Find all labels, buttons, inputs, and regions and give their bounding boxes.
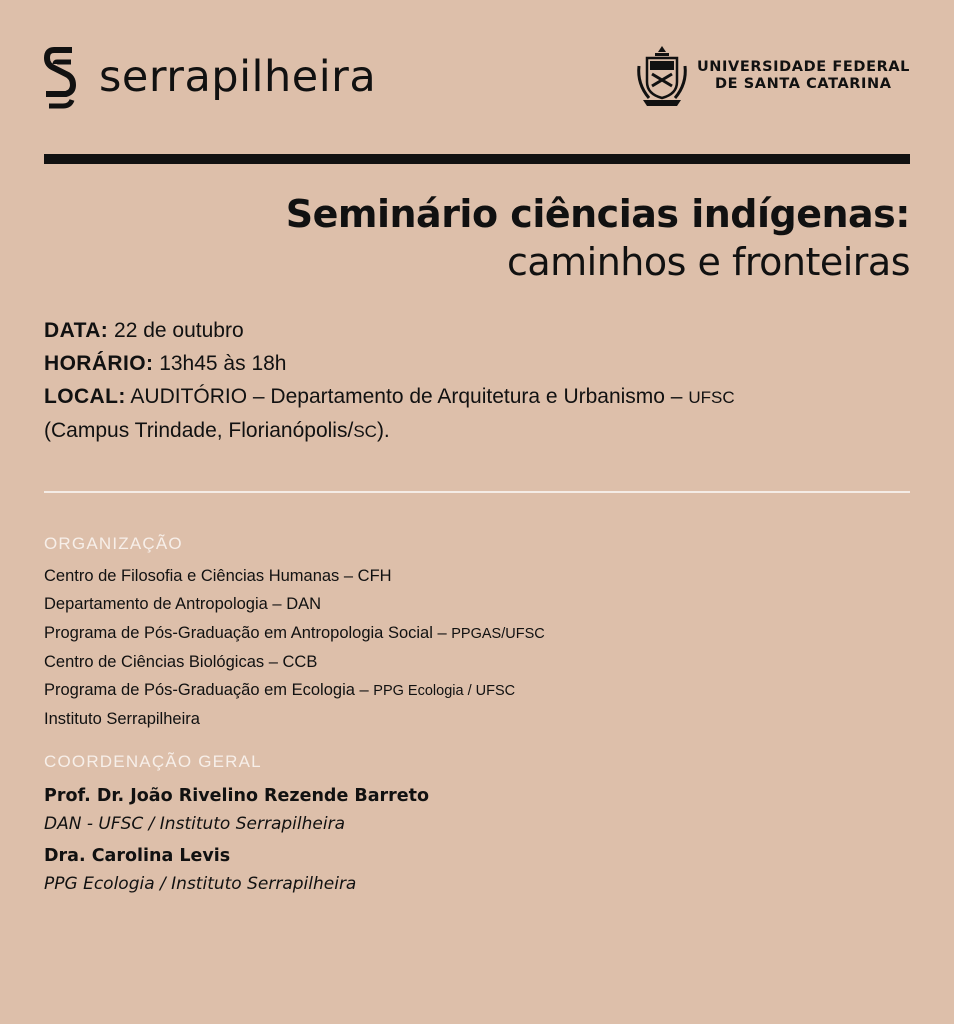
org-name: Programa de Pós-Graduação em Ecologia – [44,681,369,700]
coordinator-name: Dra. Carolina Levis [44,846,231,866]
org-name: Departamento de Antropologia – [44,595,282,614]
coordinator-affiliation: PPG Ecologia / Instituto Serrapilheira [44,874,357,894]
location-row-2 [44,414,735,448]
date-row [44,314,735,347]
org-abbr: CCB [282,652,318,671]
location-end: ). [376,419,390,442]
organization-list [44,562,545,734]
org-abbr: CFH [357,567,392,585]
coordinator-name: Prof. Dr. João Rivelino Rezende Barreto [44,786,430,806]
serrapilheira-logo [43,42,376,112]
org-abbr: DAN [286,595,322,614]
time-label: HORÁRIO: [44,352,154,375]
org-name: Centro de Ciências Biológicas – [44,652,278,671]
university-name [697,59,910,93]
location-ufsc: UFSC [688,388,735,407]
university-name-line2: DE SANTA CATARINA [714,76,892,92]
page-title [286,190,910,286]
coordinator-affiliation: DAN - UFSC / Instituto Serrapilheira [44,814,345,834]
list-item [44,676,545,705]
time-row [44,347,735,380]
date-label: DATA: [44,319,109,342]
header-divider [44,154,910,164]
org-name: Centro de Filosofia e Ciências Humanas – [44,567,354,585]
location-value: AUDITÓRIO – Departamento de Arquitetura e Urbanismo – [130,385,683,408]
date-value: 22 de outubro [114,319,244,342]
location-state: SC [353,422,377,441]
org-abbr: PPGAS/UFSC [451,625,545,642]
title-line2: caminhos e fronteiras [506,240,910,284]
title-line1: Seminário ciências indígenas: [285,192,910,236]
serrapilheira-mark-icon [43,44,77,110]
org-abbr: PPG Ecologia / UFSC [373,683,516,700]
list-item [44,705,545,733]
university-logo [635,44,910,108]
event-info [44,314,735,448]
coordination-heading: COORDENAÇÃO GERAL [44,752,262,771]
list-item [44,619,545,648]
university-crest-icon [635,44,689,108]
org-name: Programa de Pós-Graduação em Antropologia Social – [44,623,447,642]
location-campus: (Campus Trindade, Florianópolis/ [44,419,354,442]
list-item [44,562,545,590]
location-row [44,380,735,414]
org-name: Instituto Serrapilheira [44,710,200,729]
list-item [44,648,545,676]
list-item [44,590,545,618]
organization-heading: ORGANIZAÇÃO [44,534,183,553]
time-value: 13h45 às 18h [159,352,287,375]
university-name-line1: UNIVERSIDADE FEDERAL [696,59,910,75]
coordination-list [44,783,429,903]
section-divider [44,491,910,493]
brand-name: serrapilheira [99,52,377,102]
location-label: LOCAL: [44,385,126,408]
